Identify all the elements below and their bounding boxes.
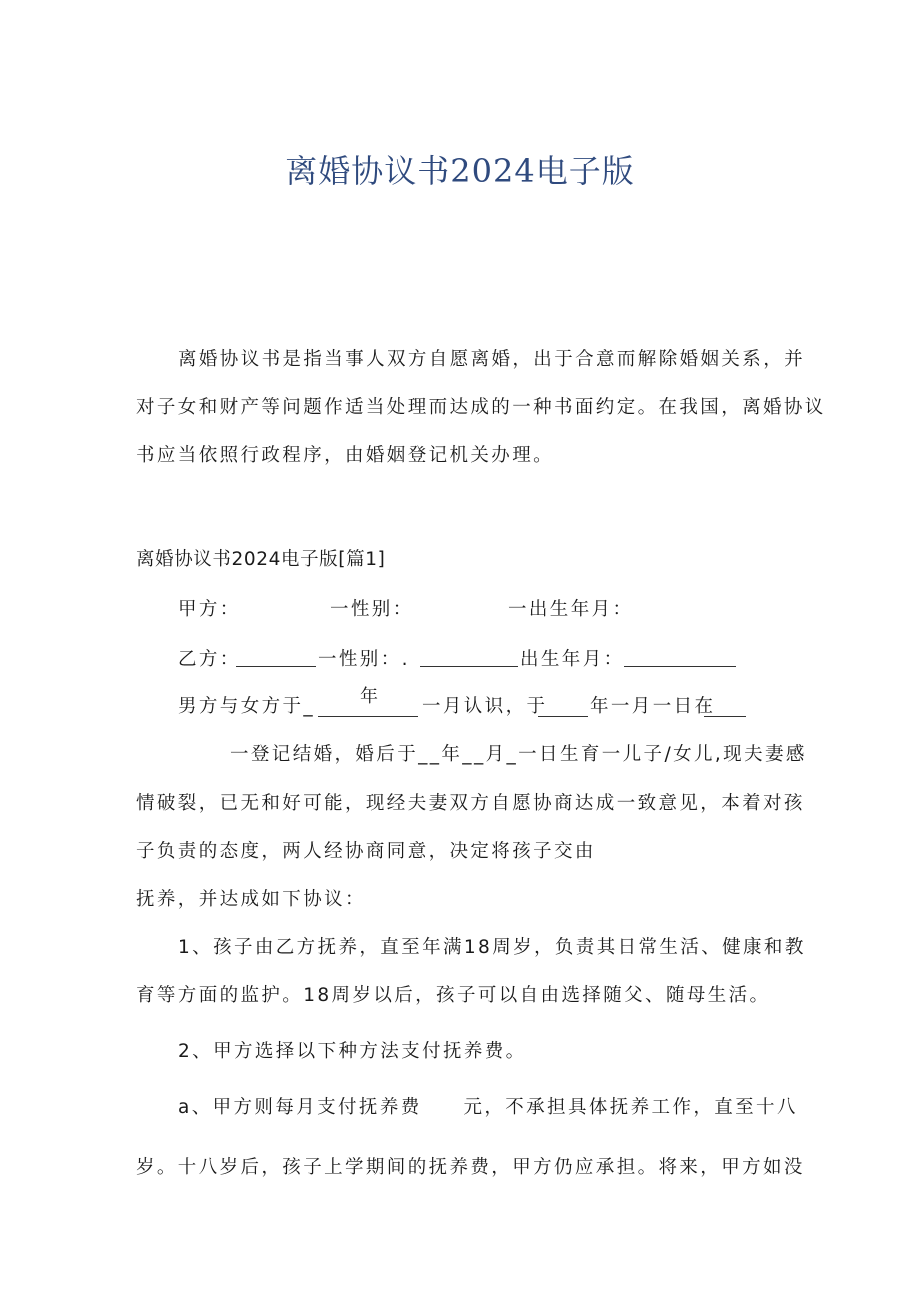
marriage-line-2: 情破裂，已无和好可能，现经夫妻双方自愿协商达成一致意见，本着对孩 <box>136 793 805 814</box>
intro-line-2: 对子女和财产等问题作适当处理而达成的一种书面约定。在我国，离婚协议 <box>136 397 826 418</box>
party-b-label: 乙方： <box>178 649 241 670</box>
party-b-birth-blank[interactable] <box>624 648 736 667</box>
intro-line-1: 离婚协议书是指当事人双方自愿离婚，出于合意而解除婚姻关系，并 <box>178 349 806 370</box>
meet-month-known: 一月认识，于 <box>422 696 548 717</box>
marriage-line-1: 一登记结婚，婚后于__年__月_一日生育一儿子/女儿,现夫妻感 <box>230 744 807 765</box>
clause-a-line-2: 岁。十八岁后，孩子上学期间的抚养费，甲方仍应承担。将来，甲方如没 <box>136 1157 805 1178</box>
clause-1-line-1: 1、孩子由乙方抚养，直至年满18周岁，负责其日常生活、健康和教 <box>178 937 806 958</box>
meet-year-blank[interactable] <box>318 698 418 717</box>
party-b-birth: 出生年月： <box>520 649 625 670</box>
clause-a-line-1: a、甲方则每月支付抚养费 元，不承担具体抚养工作，直至十八 <box>178 1097 798 1118</box>
meet-year2-blank[interactable] <box>538 698 588 717</box>
clause-2: 2、甲方选择以下种方法支付抚养费。 <box>178 1041 527 1062</box>
section-heading: 离婚协议书2024电子版[篇1] <box>136 549 386 570</box>
party-b-gender: 一性别：. <box>318 649 410 670</box>
party-a-birth: 一出生年月： <box>508 599 634 620</box>
document-title: 离婚协议书2024电子版 <box>285 152 635 190</box>
intro-line-3: 书应当依照行政程序，由婚姻登记机关办理。 <box>136 445 555 466</box>
meet-tail: 年一月一日在 <box>590 696 716 717</box>
party-a-label: 甲方： <box>178 599 241 620</box>
meet-prefix: 男方与女方于_ <box>178 696 316 717</box>
party-a-gender: 一性别： <box>330 599 414 620</box>
marriage-line-3: 子负责的态度，两人经协商同意，决定将孩子交由 <box>136 841 596 862</box>
meet-place-blank[interactable] <box>704 698 746 717</box>
party-b-gender-blank[interactable] <box>420 648 518 667</box>
party-b-name-blank[interactable] <box>236 648 316 667</box>
clause-1-line-2: 育等方面的监护。18周岁以后，孩子可以自由选择随父、随母生活。 <box>136 985 771 1006</box>
meet-year-mark: 年 <box>360 686 378 707</box>
agreement-lead: 抚养，并达成如下协议： <box>136 889 366 910</box>
